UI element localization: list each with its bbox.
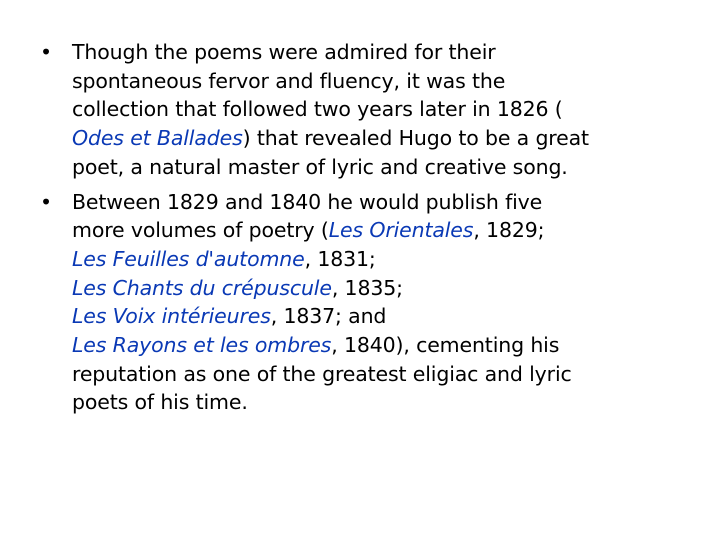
bullet-text: spontaneous fervor and fluency, it was the xyxy=(72,68,506,93)
bullet-text: poet, a natural master of lyric and creative song. xyxy=(72,154,568,179)
bullet-item xyxy=(36,188,696,418)
bullet-line xyxy=(72,331,696,360)
bullet-line xyxy=(72,95,696,124)
bullet-line xyxy=(72,153,696,182)
bullet-line xyxy=(72,216,696,245)
bullet-item xyxy=(36,38,696,182)
bullet-text: more volumes of poetry ( xyxy=(72,218,329,243)
bullet-line xyxy=(72,38,696,67)
bullet-line xyxy=(72,302,696,331)
work-title-link[interactable]: Les Orientales xyxy=(328,218,474,243)
bullet-text: , 1829; xyxy=(473,218,545,243)
bullet-line xyxy=(72,67,696,96)
bullet-text: poets of his time. xyxy=(72,390,248,415)
bullet-text: Between 1829 and 1840 he would publish five xyxy=(72,189,543,214)
bullet-list xyxy=(36,38,696,423)
work-title-link[interactable]: Odes et Ballades xyxy=(72,126,243,151)
bullet-line xyxy=(72,124,696,153)
bullet-text: , 1840), cementing his xyxy=(331,333,560,358)
work-title-link[interactable]: Les Chants du crépuscule xyxy=(72,275,332,300)
bullet-text: , 1831; xyxy=(304,246,376,271)
bullet-line xyxy=(72,188,696,217)
bullet-text: Though the poems were admired for their xyxy=(72,40,496,64)
bullet-marker: • xyxy=(40,189,52,214)
bullet-text: reputation as one of the greatest eligiac and lyric xyxy=(72,361,572,386)
bullet-text: ) that revealed Hugo to be a great xyxy=(242,126,589,151)
work-title-link[interactable]: Les Voix intérieures xyxy=(72,304,271,329)
bullet-text: , 1837; and xyxy=(270,304,387,329)
bullet-marker: • xyxy=(40,40,52,64)
bullet-line xyxy=(72,388,696,417)
bullet-line xyxy=(72,245,696,274)
bullet-text: collection that followed two years later in 1826 ( xyxy=(72,97,563,122)
bullet-line xyxy=(72,274,696,303)
bullet-text: , 1835; xyxy=(331,275,403,300)
work-title-link[interactable]: Les Rayons et les ombres xyxy=(72,333,332,358)
bullet-line xyxy=(72,360,696,389)
work-title-link[interactable]: Les Feuilles d'automne xyxy=(72,246,305,271)
